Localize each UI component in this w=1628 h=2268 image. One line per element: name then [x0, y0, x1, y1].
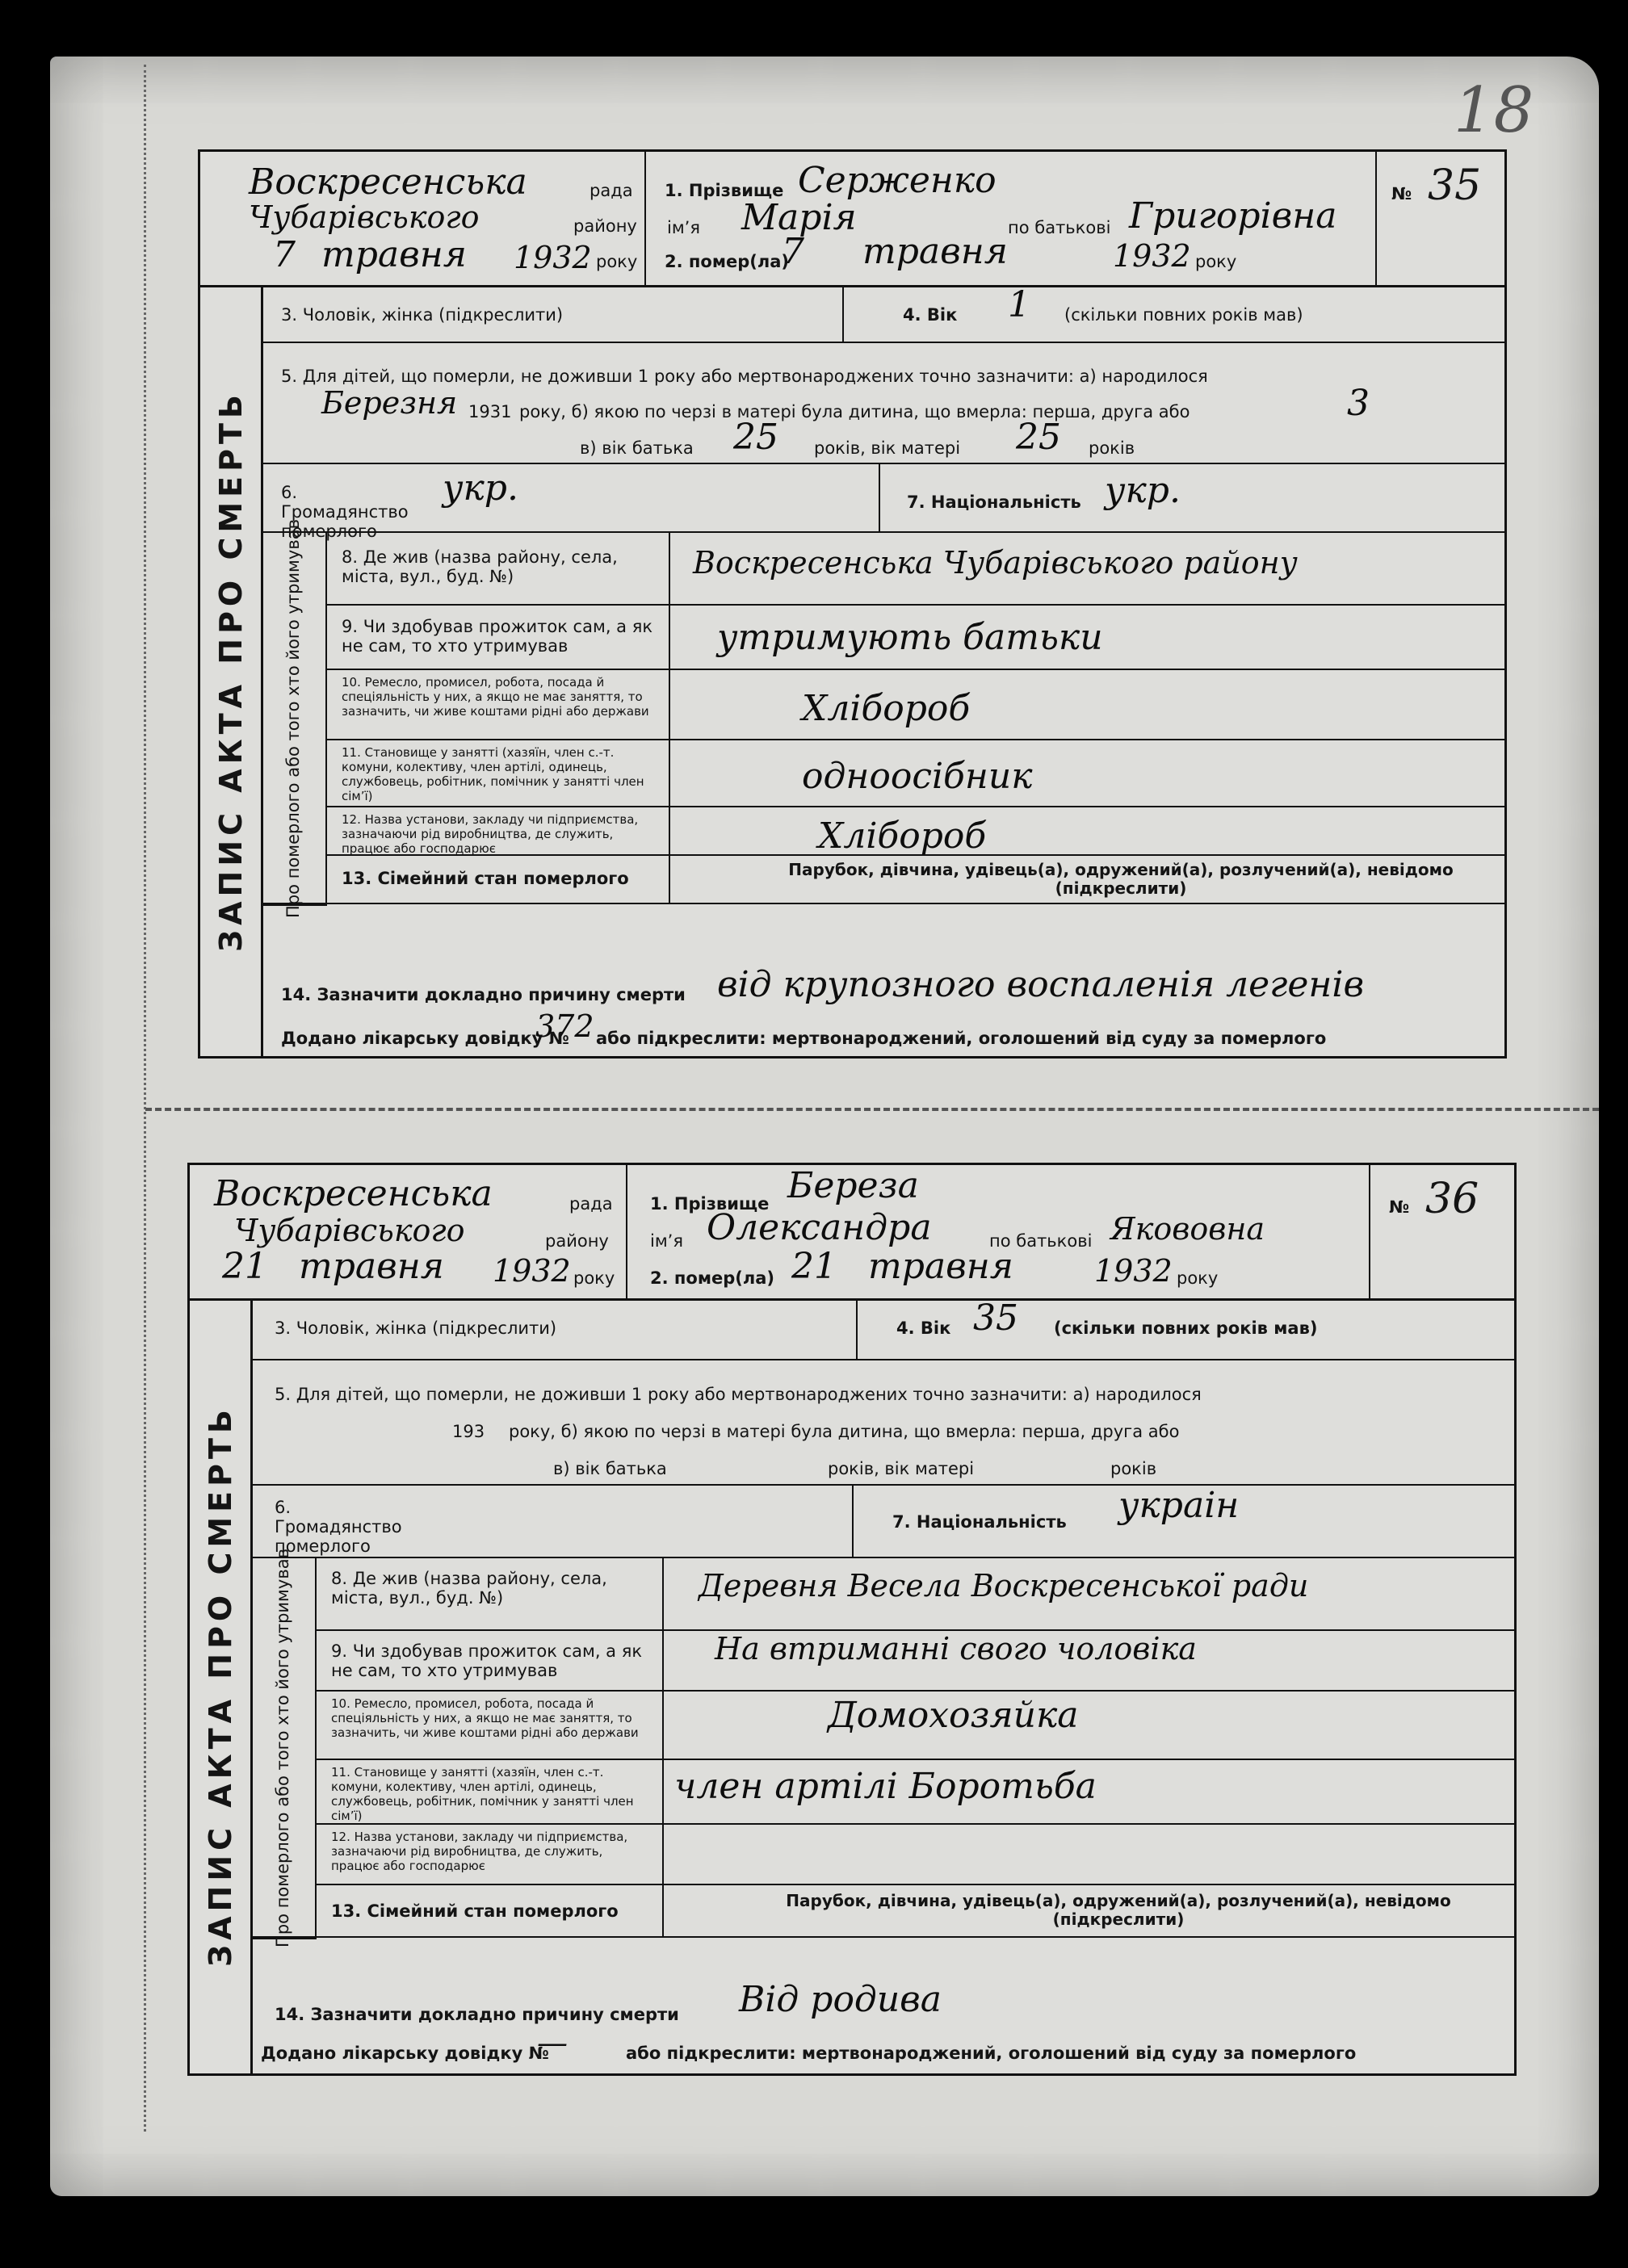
- cause-label: 14. Зазначити докладно причину смерти: [275, 2005, 679, 2024]
- nationality-label: 7. Національність: [907, 493, 1081, 512]
- name-value: Олександра: [707, 1207, 932, 1248]
- children-line-1: 5. Для дітей, що померли, не доживши 1 року або мертвонароджених точно зазначити: а) народилося: [281, 367, 1208, 386]
- death-date-label: 2. помер(ла): [650, 1268, 775, 1288]
- rayon-label: району: [573, 216, 637, 236]
- father-age: 25: [733, 417, 778, 458]
- children-line-3b: років, вік матері: [814, 438, 961, 458]
- reg-year-label: року: [573, 1268, 615, 1288]
- surname-label: 1. Прізвище: [665, 181, 784, 200]
- position-label: 11. Становище у занятті (хазяїн, член с.-т. комуни, колективу, член артілі, одинець, службовець, робітник, помічник у занятті член сімʼї): [331, 1765, 634, 1823]
- birth-order: 3: [1347, 383, 1370, 424]
- age-hint: (скільки повних років мав): [1054, 1318, 1318, 1338]
- institution-label: 12. Назва установи, закладу чи підприємства, зазначаючи рід виробництва, де служить, працює або господарює: [342, 812, 639, 856]
- patronymic-value: Григорівна: [1129, 195, 1337, 237]
- cause-value: від крупозного воспаленія легенів: [717, 964, 1365, 1005]
- page-number: 18: [1454, 74, 1534, 147]
- age-value: 35: [973, 1297, 1018, 1339]
- age-label: 4. Вік: [896, 1318, 951, 1338]
- sub-side-label-box: [261, 519, 327, 918]
- residence-value: Деревня Весела Воскресенської ради: [699, 1568, 1309, 1604]
- sub-side-label: Про померлого або того хто його утримував: [273, 1549, 292, 1947]
- cause-label: 14. Зазначити докладно причину смерти: [281, 985, 686, 1004]
- death-record-form-1: [198, 149, 1507, 1059]
- born-month: Березня: [321, 385, 458, 421]
- page-fold-line: [145, 1108, 1599, 1111]
- patronymic-label: по батькові: [1008, 218, 1111, 237]
- death-year: 1932: [1094, 1253, 1173, 1289]
- death-year-label: року: [1195, 252, 1237, 271]
- death-day: 21: [791, 1246, 837, 1287]
- livelihood-value: утримують батьки: [717, 617, 1103, 658]
- occupation-label: 10. Ремесло, промисел, робота, посада й спеціяльність у них, а якщо не має заняття, то зазначить, чи живе коштами рідні або держави: [342, 675, 649, 719]
- record-number: 36: [1425, 1175, 1479, 1223]
- livelihood-label: 9. Чи здобував прожиток сам, а як не сам, то хто утримував: [342, 617, 653, 656]
- children-line-3c: років: [1089, 438, 1135, 458]
- surname-label: 1. Прізвище: [650, 1194, 770, 1214]
- residence-value: Воскресенська Чубарівського району: [693, 545, 1298, 581]
- attached-label: Додано лікарську довідку №: [281, 1029, 569, 1048]
- surname-value: Серженко: [798, 160, 997, 201]
- children-line-3b: років, вік матері: [828, 1459, 975, 1478]
- children-line-3a: в) вік батька: [580, 438, 694, 458]
- children-line-1: 5. Для дітей, що померли, не доживши 1 року або мертвонароджених точно зазначити: а) народилося: [275, 1385, 1202, 1404]
- record-number-label: №: [1391, 184, 1412, 203]
- attached-suffix: або підкреслити: мертвонароджений, оголошений від суду за померлого: [626, 2044, 1357, 2063]
- residence-label: 8. Де жив (назва району, села, міста, вул., буд. №): [331, 1569, 607, 1608]
- attached-label: Додано лікарську довідку №: [261, 2044, 549, 2063]
- age-hint: (скільки повних років мав): [1064, 305, 1303, 325]
- record-number-label: №: [1389, 1197, 1410, 1217]
- born-year-prefix: 193: [452, 1422, 485, 1441]
- position-label: 11. Становище у занятті (хазяїн, член с.-т. комуни, колективу, член артілі, одинець, службовець, робітник, помічник у занятті член сімʼї): [342, 745, 644, 803]
- rada-label: рада: [569, 1194, 613, 1214]
- rayon-value: Чубарівського: [249, 199, 480, 235]
- nationality-label: 7. Національність: [892, 1512, 1067, 1532]
- reg-month: травня: [321, 234, 467, 275]
- marital-label: 13. Сімейний стан померлого: [342, 869, 629, 888]
- citizenship-label: 6. Громадянство померлого: [275, 1498, 402, 1557]
- citizenship-value: укр.: [443, 467, 518, 509]
- certificate-number: —: [537, 2025, 568, 2060]
- mother-age: 25: [1016, 417, 1061, 458]
- death-date-label: 2. помер(ла): [665, 252, 790, 271]
- marital-options: Парубок, дівчина, удівець(а), одружений(а), розлучений(а), невідомо (підкреслити): [788, 860, 1454, 898]
- occupation-value: Хлібороб: [802, 688, 971, 729]
- side-label-box: [190, 1298, 253, 2073]
- death-month: травня: [862, 231, 1008, 272]
- occupation-label: 10. Ремесло, промисел, робота, посада й спеціяльність у них, а якщо не має заняття, то зазначить, чи живе коштами рідні або держави: [331, 1696, 639, 1740]
- children-line-3c: років: [1110, 1459, 1157, 1478]
- reg-year: 1932: [493, 1253, 571, 1289]
- name-label: імʼя: [650, 1231, 683, 1251]
- nationality-value: укр.: [1105, 470, 1181, 511]
- children-line-3a: в) вік батька: [553, 1459, 667, 1478]
- occupation-value: Домохозяйка: [828, 1695, 1079, 1736]
- residence-label: 8. Де жив (назва району, села, міста, вул., буд. №): [342, 547, 618, 587]
- rayon-label: району: [545, 1231, 609, 1251]
- sex-label: 3. Чоловік, жінка (підкреслити): [275, 1318, 557, 1338]
- rayon-value: Чубарівського: [234, 1213, 465, 1248]
- livelihood-value: На втриманні свого чоловіка: [715, 1631, 1197, 1666]
- record-number: 35: [1428, 161, 1482, 210]
- binding-holes: [144, 65, 153, 2132]
- patronymic-value: Якововна: [1110, 1211, 1265, 1247]
- institution-label: 12. Назва установи, закладу чи підприємства, зазначаючи рід виробництва, де служить, працює або господарює: [331, 1830, 628, 1873]
- age-value: 1: [1008, 284, 1030, 325]
- reg-day: 7: [273, 234, 296, 275]
- rada-label: рада: [590, 181, 633, 200]
- position-value: одноосібник: [802, 756, 1033, 797]
- livelihood-label: 9. Чи здобував прожиток сам, а як не сам, то хто утримував: [331, 1641, 643, 1681]
- institution-value: Хлібороб: [818, 815, 987, 857]
- side-label: ЗАПИС АКТА ПРО СМЕРТЬ: [202, 1405, 238, 1967]
- death-year: 1932: [1113, 238, 1191, 274]
- reg-month: травня: [299, 1246, 444, 1287]
- death-record-form-2: [187, 1163, 1517, 2076]
- certificate-number: 372: [535, 1008, 594, 1044]
- marital-options: Парубок, дівчина, удівець(а), одружений(а), розлучений(а), невідомо (підкреслити): [786, 1891, 1451, 1929]
- name-label: імʼя: [667, 218, 700, 237]
- side-label: ЗАПИС АКТА ПРО СМЕРТЬ: [212, 389, 249, 952]
- death-month: травня: [868, 1246, 1013, 1287]
- age-label: 4. Вік: [903, 305, 958, 325]
- sex-label: 3. Чоловік, жінка (підкреслити): [281, 305, 564, 325]
- citizenship-label: 6. Громадянство померлого: [281, 483, 409, 542]
- born-year: 1931: [468, 402, 512, 421]
- rada-value: Воскресенська: [214, 1173, 493, 1214]
- name-value: Марія: [741, 197, 857, 238]
- nationality-value: украін: [1118, 1485, 1240, 1526]
- position-value: член артілі Боротьба: [674, 1766, 1097, 1807]
- reg-year-label: року: [596, 252, 638, 271]
- sub-side-label-box: [250, 1549, 317, 1947]
- death-year-label: року: [1177, 1268, 1219, 1288]
- attached-suffix: або підкреслити: мертвонароджений, оголошений від суду за померлого: [596, 1029, 1327, 1048]
- surname-value: Береза: [787, 1165, 919, 1206]
- reg-year: 1932: [514, 240, 592, 275]
- children-line-2: року, б) якою по черзі в матері була дитина, що вмерла: перша, друга або: [509, 1422, 1180, 1441]
- marital-label: 13. Сімейний стан померлого: [331, 1901, 619, 1921]
- children-line-2: року, б) якою по черзі в матері була дитина, що вмерла: перша, друга або: [519, 402, 1190, 421]
- cause-value: Від родива: [739, 1979, 942, 2020]
- sub-side-label: Про померлого або того хто його утримував: [283, 519, 303, 918]
- rada-value: Воскресенська: [249, 161, 527, 203]
- side-label-box: [200, 285, 263, 1056]
- reg-day: 21: [222, 1246, 267, 1287]
- death-day: 7: [782, 231, 804, 272]
- patronymic-label: по батькові: [989, 1231, 1093, 1251]
